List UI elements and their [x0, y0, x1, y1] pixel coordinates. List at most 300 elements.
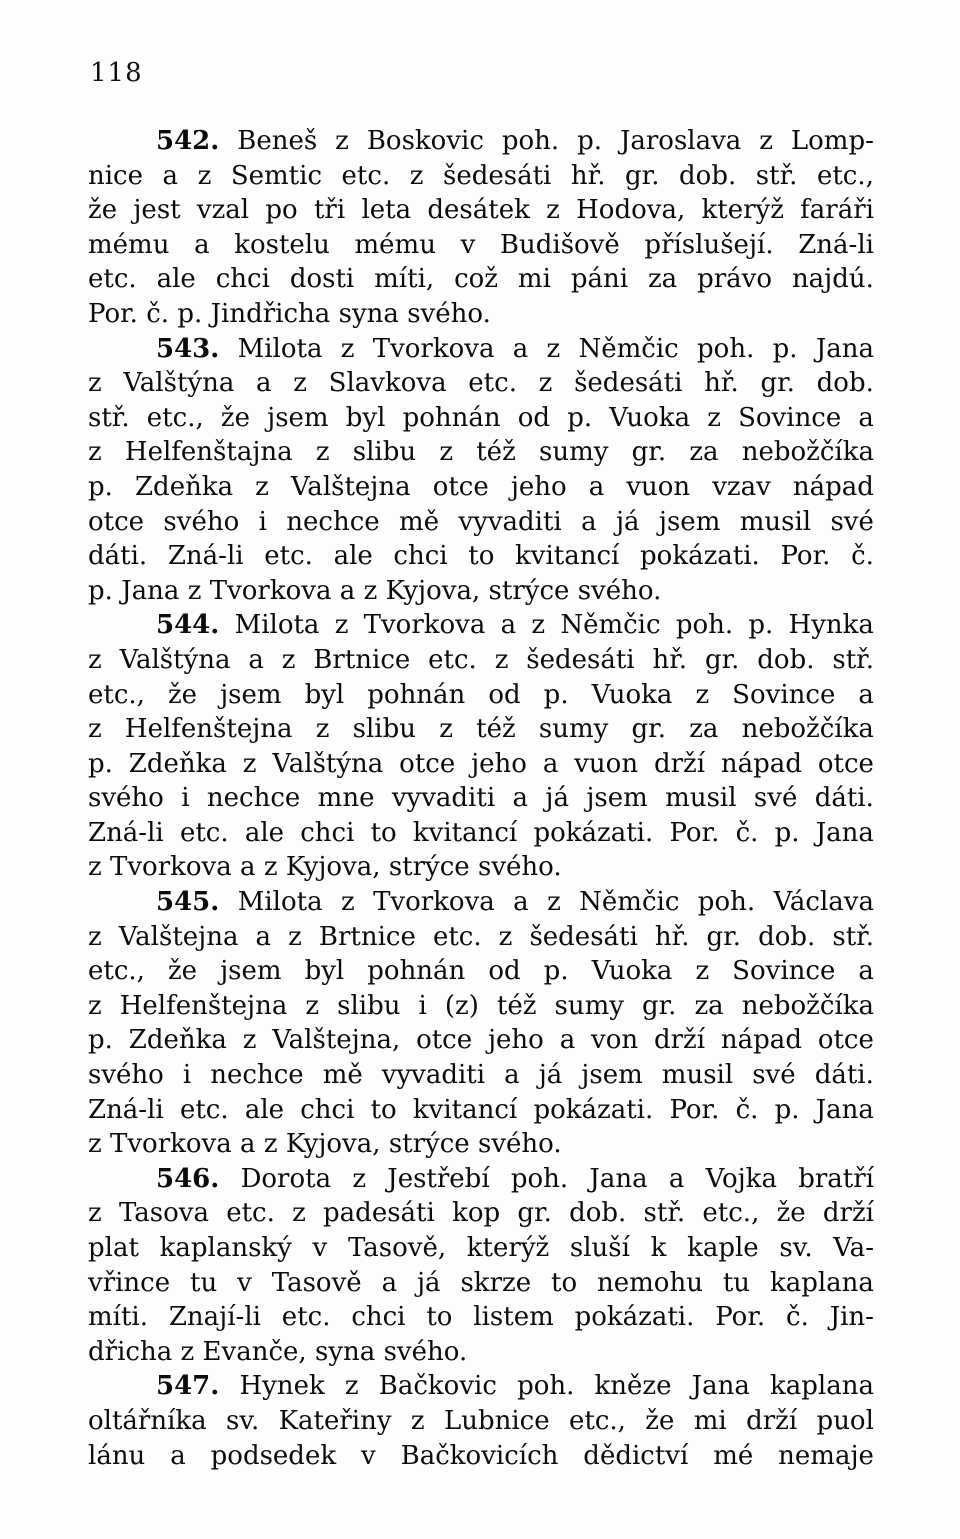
- word: hř.: [704, 368, 739, 399]
- text-line: [88, 1404, 874, 1439]
- word: ale: [156, 264, 196, 295]
- word: a: [256, 368, 272, 399]
- word: Sovince: [732, 679, 836, 710]
- word: že: [220, 402, 250, 433]
- word: etc.: [179, 1094, 229, 1125]
- word: pokázati.: [533, 1094, 654, 1125]
- word: z: [281, 644, 296, 675]
- word: otce: [817, 1025, 874, 1056]
- word: mě: [322, 1060, 363, 1091]
- word: gr.: [706, 921, 742, 952]
- word: z: [707, 402, 721, 433]
- word: nechce: [210, 1060, 304, 1091]
- word: že: [645, 1405, 675, 1436]
- word: Jaroslava: [619, 126, 742, 156]
- word: nechce: [286, 506, 380, 537]
- word: gr.: [641, 990, 677, 1021]
- word: v: [312, 1233, 328, 1263]
- word: šedesáti: [574, 368, 683, 399]
- word: Valštýna: [119, 644, 231, 675]
- word: Jindřicha: [210, 298, 331, 329]
- word: nechce: [206, 783, 301, 814]
- word: jest: [133, 195, 181, 226]
- word: p.: [177, 298, 203, 329]
- word: Jana: [815, 817, 874, 848]
- word: z: [335, 126, 349, 156]
- word: byl: [304, 679, 345, 710]
- word: mé: [713, 1440, 754, 1471]
- word: svého.: [478, 1129, 562, 1160]
- word: Slavkova: [328, 368, 447, 399]
- word: a: [581, 506, 597, 537]
- word: za: [647, 264, 678, 295]
- word: slibu: [352, 437, 417, 468]
- word: v: [237, 1267, 252, 1298]
- word: z: [88, 990, 102, 1021]
- word: Vuoka: [609, 402, 691, 433]
- word: pohnán: [402, 402, 501, 433]
- word: drží: [653, 748, 706, 779]
- word: ale: [333, 541, 373, 572]
- word: Zdeňka: [128, 1025, 227, 1056]
- word: z: [88, 1129, 102, 1160]
- word: najdú.: [791, 264, 874, 295]
- word: jsem: [267, 402, 329, 433]
- text-line: [88, 193, 874, 228]
- word: Tvorkova: [110, 852, 232, 883]
- word: Tasově: [271, 1267, 362, 1298]
- word: p.: [88, 575, 113, 606]
- text-line: [88, 885, 874, 920]
- word: desátek: [427, 195, 530, 226]
- word: skrze: [460, 1267, 532, 1298]
- word: etc.: [88, 264, 137, 295]
- word: a: [588, 471, 605, 502]
- word: svého.: [478, 852, 562, 883]
- word: chci: [300, 1094, 355, 1125]
- word: a: [559, 1025, 576, 1056]
- word: kostelu: [234, 229, 330, 260]
- word: vuon: [574, 748, 639, 779]
- word: drží: [822, 1198, 874, 1229]
- word: leta: [361, 195, 412, 226]
- page-number: 118: [90, 58, 143, 88]
- word: byl: [304, 956, 345, 987]
- text-line: [88, 539, 874, 574]
- word: a: [542, 748, 559, 779]
- word: musil: [665, 783, 737, 814]
- word: mi: [517, 264, 551, 295]
- word: z: [334, 610, 349, 641]
- text-line: [88, 470, 874, 505]
- word: č.: [786, 1302, 809, 1333]
- word: a: [170, 1440, 186, 1471]
- text-line: [88, 1231, 874, 1266]
- word: Zná-li: [167, 541, 244, 572]
- word: vzal: [196, 195, 250, 226]
- text-line: [88, 159, 874, 194]
- word: pohnán: [367, 956, 466, 987]
- entry: [88, 1369, 874, 1473]
- word: z: [315, 437, 330, 468]
- word: etc.,: [702, 1198, 760, 1229]
- word: stř.: [832, 644, 874, 675]
- word: gr.: [631, 437, 667, 468]
- word: nápad: [792, 471, 874, 502]
- word: jeho: [487, 1025, 544, 1056]
- word: za: [689, 714, 719, 745]
- word: z: [352, 1163, 367, 1194]
- word: p.: [567, 402, 593, 433]
- word: z: [88, 714, 102, 745]
- word: dob.: [679, 160, 737, 191]
- word: mě: [399, 506, 440, 537]
- word: etc.: [432, 921, 482, 952]
- word: Zná-li: [798, 229, 874, 260]
- text-line: [88, 989, 874, 1024]
- text-line: [88, 1058, 874, 1093]
- word: Hodova,: [576, 195, 686, 226]
- word: poh.: [517, 1371, 575, 1402]
- word: p.: [774, 817, 800, 848]
- word: hř.: [654, 921, 690, 952]
- word: p.: [543, 956, 569, 987]
- word: svého: [88, 1060, 164, 1091]
- word: kaplana: [769, 1267, 874, 1298]
- word: Por.: [669, 1094, 720, 1125]
- word: z: [288, 921, 302, 952]
- word: tu: [722, 1267, 751, 1298]
- word: a: [512, 783, 529, 814]
- word: dáti.: [814, 783, 874, 814]
- word: kaplana: [770, 1371, 874, 1402]
- text-line: [88, 1196, 874, 1231]
- word: Zdeňka: [128, 748, 227, 779]
- word: Tvorkova: [373, 887, 495, 918]
- word: Vuoka: [591, 679, 673, 710]
- word: Němčic: [560, 610, 661, 641]
- word: gr.: [760, 368, 795, 399]
- word: Semtic: [230, 160, 323, 191]
- word: p.: [748, 610, 774, 641]
- word: poh.: [675, 610, 734, 641]
- word: z: [547, 887, 561, 918]
- word: gr.: [704, 644, 740, 675]
- word: též: [476, 714, 516, 745]
- word: Zná-li: [88, 1094, 164, 1125]
- word: z: [409, 160, 424, 191]
- word: to: [468, 541, 495, 572]
- word: Tasově,: [347, 1233, 447, 1263]
- word: Jana: [815, 333, 874, 364]
- word: ale: [244, 817, 285, 848]
- text-line: [88, 1162, 874, 1197]
- word: sluší: [569, 1233, 630, 1263]
- word: z: [292, 1198, 306, 1229]
- entry-number: 545.: [156, 887, 220, 918]
- word: faráři: [800, 195, 874, 226]
- text-line: [88, 1335, 874, 1370]
- word: to: [426, 1302, 453, 1333]
- text-line: [88, 1023, 874, 1058]
- word: míti.: [88, 1302, 148, 1333]
- word: Kyjova,: [285, 1129, 381, 1160]
- word: jsem: [581, 1060, 643, 1091]
- word: Budišově: [499, 229, 620, 260]
- word: sv.: [226, 1405, 260, 1436]
- word: a: [381, 1267, 398, 1298]
- text-line: [88, 366, 874, 401]
- word: Dorota: [240, 1163, 332, 1194]
- word: kvitancí: [515, 541, 620, 572]
- text-line: [88, 1369, 874, 1404]
- word: z: [88, 1198, 102, 1229]
- word: Lomp-: [790, 126, 874, 156]
- word: a: [255, 921, 272, 952]
- entry: [88, 1162, 874, 1370]
- word: tu: [190, 1267, 218, 1298]
- entry-number: 542.: [156, 126, 220, 156]
- word: etc.: [264, 541, 313, 572]
- word: č.: [851, 541, 874, 572]
- word: etc.,: [88, 956, 145, 987]
- word: z: [88, 437, 102, 468]
- word: jsem: [586, 783, 648, 814]
- text-line: [88, 643, 874, 678]
- word: kvitancí: [412, 1094, 518, 1125]
- word: Tvorkova: [209, 575, 332, 606]
- word: šedesáti: [526, 644, 635, 675]
- word: otce: [817, 748, 874, 779]
- word: p.: [774, 1094, 800, 1125]
- word: z: [180, 1336, 195, 1367]
- word: a: [858, 679, 874, 710]
- word: i: [418, 990, 427, 1021]
- word: z: [88, 368, 102, 399]
- word: svého.: [383, 1336, 468, 1367]
- word: z: [439, 437, 454, 468]
- word: z: [340, 887, 355, 918]
- word: z: [305, 990, 320, 1021]
- word: od: [488, 956, 521, 987]
- text-block: [88, 124, 874, 1473]
- word: Tvorkova: [363, 610, 486, 641]
- word: strýce: [488, 575, 570, 606]
- word: z: [538, 368, 553, 399]
- word: (z): [444, 990, 479, 1021]
- word: gr.: [517, 1198, 552, 1229]
- word: mému: [354, 229, 436, 260]
- word: dřicha: [88, 1336, 173, 1367]
- word: z: [531, 610, 546, 641]
- word: slibu: [337, 990, 401, 1021]
- text-line: [88, 608, 874, 643]
- word: chci: [351, 1302, 406, 1333]
- word: etc.: [281, 1302, 331, 1333]
- word: vřince: [88, 1267, 171, 1298]
- word: dáti.: [814, 1060, 874, 1091]
- word: listem: [473, 1302, 554, 1333]
- word: a: [162, 160, 179, 191]
- word: svého.: [577, 575, 662, 606]
- word: z: [695, 956, 710, 987]
- word: Zná-li: [88, 817, 164, 848]
- word: nemaje: [778, 1440, 874, 1471]
- word: poh.: [501, 126, 560, 156]
- word: z: [759, 126, 773, 156]
- word: dob.: [758, 921, 816, 952]
- word: též: [496, 990, 537, 1021]
- word: své: [830, 506, 874, 537]
- word: dáti.: [88, 541, 148, 572]
- word: z: [197, 160, 212, 191]
- word: p.: [543, 679, 569, 710]
- word: Znají-li: [168, 1302, 261, 1333]
- word: Jana: [815, 1094, 874, 1125]
- word: Brtnice: [318, 921, 416, 952]
- word: drží: [746, 1405, 798, 1436]
- word: Jana: [121, 575, 180, 606]
- word: já: [615, 506, 640, 537]
- word: stř.: [88, 402, 130, 433]
- word: nemohu: [597, 1267, 703, 1298]
- word: z: [263, 852, 278, 883]
- word: a: [512, 333, 529, 364]
- word: z: [293, 368, 307, 399]
- word: dob.: [816, 368, 874, 399]
- word: č.: [735, 1094, 759, 1125]
- word: já: [417, 1267, 441, 1298]
- word: Helfenštejna: [124, 714, 293, 745]
- word: též: [476, 437, 516, 468]
- word: své: [752, 1060, 796, 1091]
- text-line: [88, 1127, 874, 1162]
- word: nebožčíka: [741, 990, 874, 1021]
- text-line: [88, 505, 874, 540]
- entry: [88, 608, 874, 885]
- word: p.: [88, 471, 113, 502]
- text-line: [88, 850, 874, 885]
- word: etc.: [428, 644, 477, 675]
- word: syna: [314, 1336, 376, 1367]
- word: Hynka: [788, 610, 874, 641]
- word: a: [240, 852, 256, 883]
- word: ale: [244, 1094, 285, 1125]
- word: etc.: [179, 817, 229, 848]
- word: musil: [739, 506, 812, 537]
- text-line: [88, 712, 874, 747]
- entry-number: 547.: [156, 1371, 220, 1402]
- word: to: [370, 817, 397, 848]
- word: a: [858, 956, 874, 987]
- word: gr.: [631, 714, 666, 745]
- word: příslušejí.: [644, 229, 774, 260]
- word: otce: [88, 506, 145, 537]
- word: za: [689, 437, 719, 468]
- word: že: [776, 1198, 806, 1229]
- word: Tvorkova: [110, 1129, 232, 1160]
- word: pokázati.: [574, 1302, 695, 1333]
- word: právo: [697, 264, 773, 295]
- word: Václava: [773, 887, 874, 918]
- word: a: [858, 402, 874, 433]
- word: z: [263, 1129, 278, 1160]
- word: Jana: [691, 1371, 750, 1402]
- word: z: [88, 921, 102, 952]
- word: dosti: [289, 264, 355, 295]
- word: jsem: [658, 506, 721, 537]
- word: tři: [313, 195, 346, 226]
- word: stř.: [832, 921, 874, 952]
- word: a: [504, 1060, 520, 1091]
- word: syna: [338, 298, 399, 329]
- word: strýce: [388, 852, 470, 883]
- word: Va-: [833, 1233, 874, 1263]
- text-line: [88, 1093, 874, 1128]
- word: že: [167, 956, 198, 987]
- word: vyvaditi: [381, 1060, 486, 1091]
- entry: [88, 124, 874, 332]
- word: z: [439, 714, 453, 745]
- word: že: [167, 679, 198, 710]
- word: Por.: [669, 817, 720, 848]
- word: z: [695, 679, 710, 710]
- word: dob.: [569, 1198, 627, 1229]
- text-line: [88, 262, 874, 297]
- word: to: [370, 1094, 397, 1125]
- word: za: [694, 990, 724, 1021]
- word: k: [650, 1233, 667, 1263]
- word: etc.,: [569, 1405, 626, 1436]
- word: Kyjova,: [385, 575, 481, 606]
- word: a: [500, 610, 517, 641]
- word: páni: [570, 264, 629, 295]
- word: Valštejna: [290, 471, 411, 502]
- word: sumy: [554, 990, 624, 1021]
- word: podsedek: [210, 1440, 337, 1471]
- word: Bačkovic: [378, 1371, 497, 1402]
- word: jeho: [471, 748, 527, 779]
- word: oltářníka: [88, 1405, 207, 1436]
- entry: [88, 332, 874, 609]
- word: Beneš: [237, 126, 318, 156]
- word: já: [545, 783, 569, 814]
- word: z: [498, 921, 513, 952]
- text-line: [88, 297, 874, 332]
- word: Sovince: [738, 402, 842, 433]
- word: Valštýna: [272, 748, 384, 779]
- word: z: [546, 195, 560, 226]
- word: to: [551, 1267, 578, 1298]
- word: z: [315, 714, 330, 745]
- text-line: [88, 401, 874, 436]
- text-line: [88, 435, 874, 470]
- word: nebožčíka: [741, 437, 874, 468]
- word: jeho: [510, 471, 567, 502]
- word: z: [88, 852, 102, 883]
- word: Lubnice: [443, 1405, 550, 1436]
- text-line: [88, 332, 874, 367]
- word: mému: [88, 229, 170, 260]
- word: od: [488, 679, 521, 710]
- word: svého: [88, 783, 164, 814]
- word: Milota: [237, 887, 323, 918]
- word: nápad: [720, 748, 802, 779]
- word: otce: [399, 748, 456, 779]
- word: Por.: [715, 1302, 766, 1333]
- word: a: [240, 1129, 256, 1160]
- word: a: [668, 1163, 685, 1194]
